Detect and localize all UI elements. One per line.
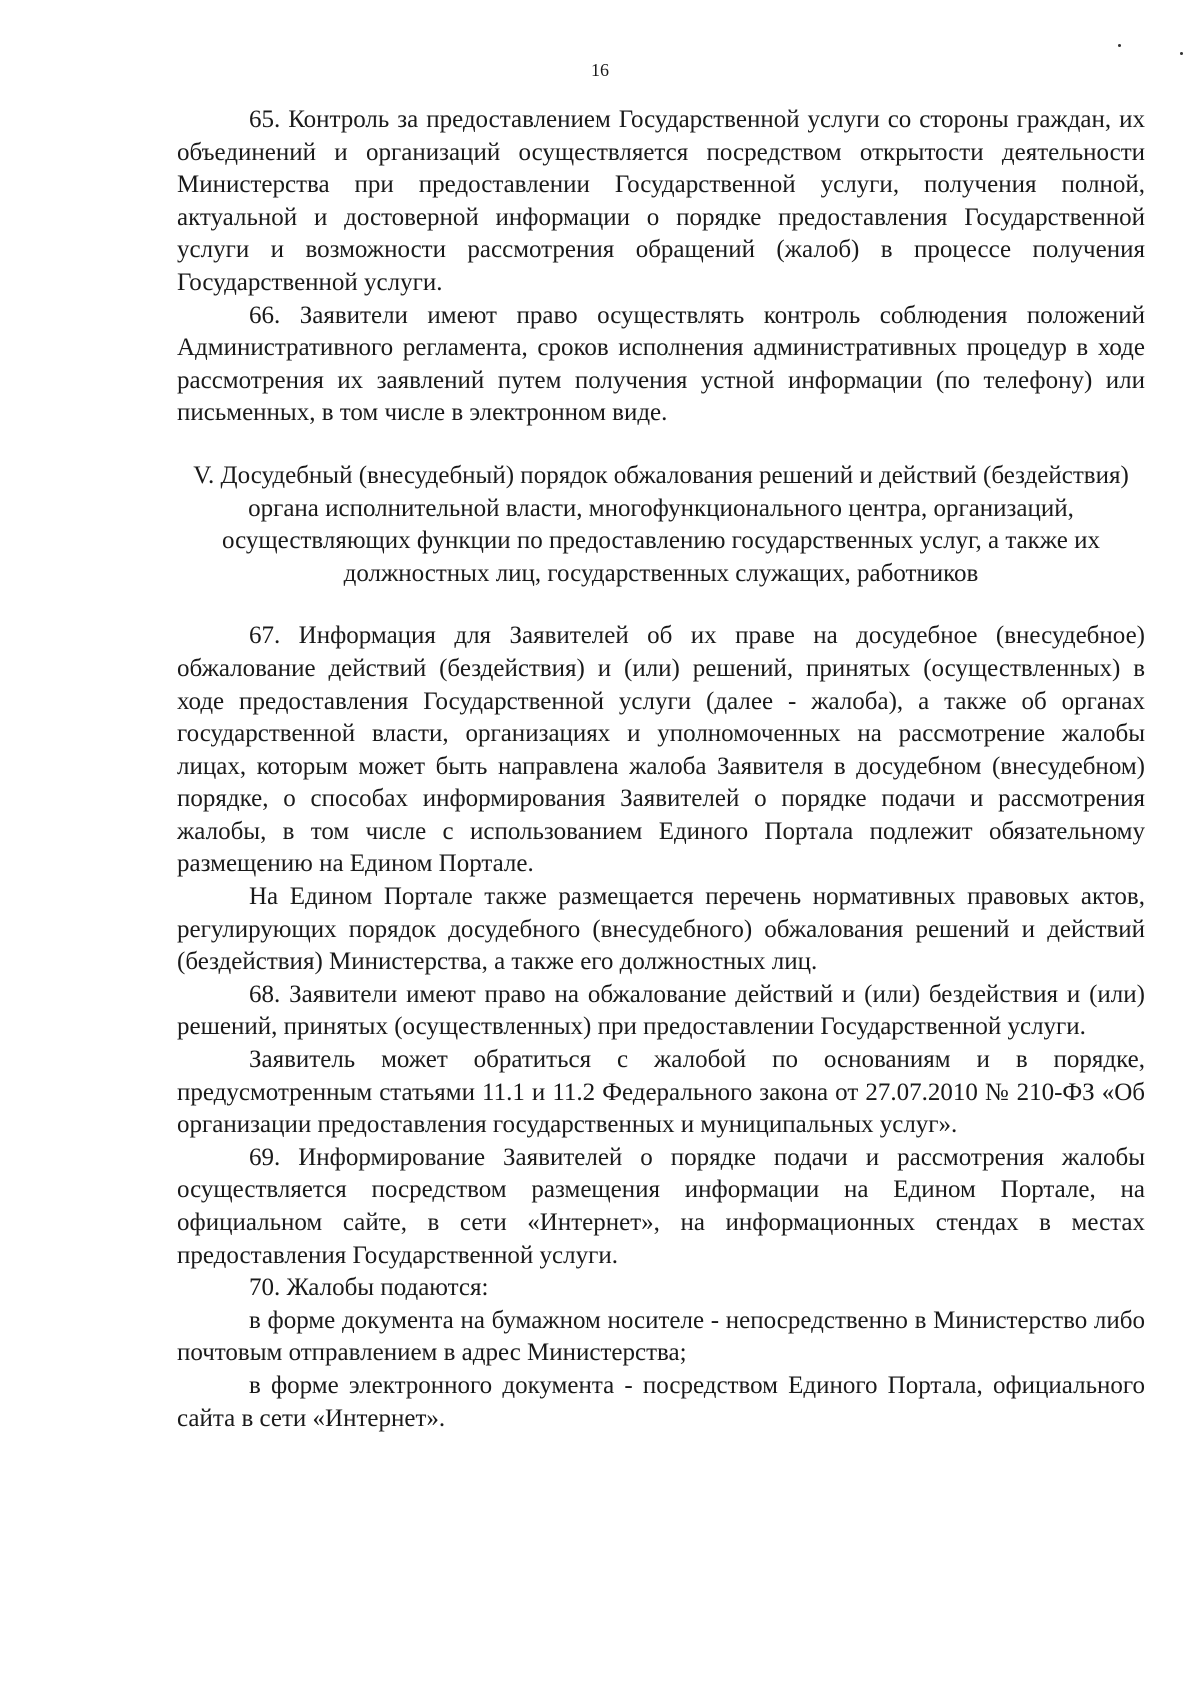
- page-number: 16: [591, 60, 609, 80]
- paragraph-67-portal: На Едином Портале также размещается перечень нормативных правовых актов, регулирующих порядок досудебного (внесудебного) обжалования решений и действий (бездействия) Министерства, а также его должностных лиц.: [177, 883, 1145, 976]
- paragraph-70-paper: в форме документа на бумажном носителе - непосредственно в Министерство либо почтовым отправлением в адрес Министерства;: [177, 1306, 1145, 1367]
- paragraph-66: 66. Заявители имеют право осуществлять контроль соблюдения положений Административного регламента, сроков исполнения административных процедур в ходе рассмотрения их заявлений путем получения устной информации (по телефону) или письменных, в том числе в электронном виде.: [177, 301, 1145, 427]
- paragraph-67: 67. Информация для Заявителей об их праве на досудебное (внесудебное) обжалование действий (бездействия) и (или) решений, принятых (осуществленных) в ходе предоставления Государственной услуги (далее - жалоба), а также об органах государственной власти, организациях и уполномоченных на рассмотрение жалобы лицах, которым может быть направлена жалоба Заявителя в досудебном (внесудебном) порядке, о способах информирования Заявителей о порядке подачи и рассмотрения жалобы, в том числе с использованием Единого Портала подлежит обязательному размещению на Едином Портале.: [177, 622, 1145, 878]
- paragraph-70-electronic: в форме электронного документа - посредством Единого Портала, официального сайта в сети «Интернет».: [177, 1371, 1145, 1432]
- paragraph-69: 69. Информирование Заявителей о порядке подачи и рассмотрения жалобы осуществляется посредством размещения информации на Едином Портале, на официальном сайте, в сети «Интернет», на информационных стендах в местах предоставления Государственной услуги.: [177, 1143, 1145, 1269]
- scan-speck: [1180, 52, 1183, 55]
- section-heading: V. Досудебный (внесудебный) порядок обжалования решений и действий (бездействия) органа исполнительной власти, многофункционального центра, организаций, осуществляющих функции по предоставлению государственных услуг, а также их должностных лиц, государственных служащих, работников: [193, 461, 1129, 587]
- paragraph-70: 70. Жалобы подаются:: [249, 1274, 489, 1302]
- paragraph-68: 68. Заявители имеют право на обжалование действий и (или) бездействия и (или) решений, принятых (осуществленных) при предоставлении Государственной услуги.: [177, 980, 1145, 1041]
- document-body: [177, 104, 1145, 1435]
- scan-speck: [1118, 44, 1121, 47]
- paragraph-68-appeal: Заявитель может обратиться с жалобой по основаниям и в порядке, предусмотренным статьями 11.1 и 11.2 Федерального закона от 27.07.2010 № 210-ФЗ «Об организации предоставления государственных и муниципальных услуг».: [177, 1046, 1145, 1139]
- paragraph-65: 65. Контроль за предоставлением Государственной услуги со стороны граждан, их объединений и организаций осуществляется посредством открытости деятельности Министерства при предоставлении Государственной услуги, получения полной, актуальной и достоверной информации о порядке предоставления Государственной услуги и возможности рассмотрения обращений (жалоб) в процессе получения Государственной услуги.: [177, 106, 1145, 296]
